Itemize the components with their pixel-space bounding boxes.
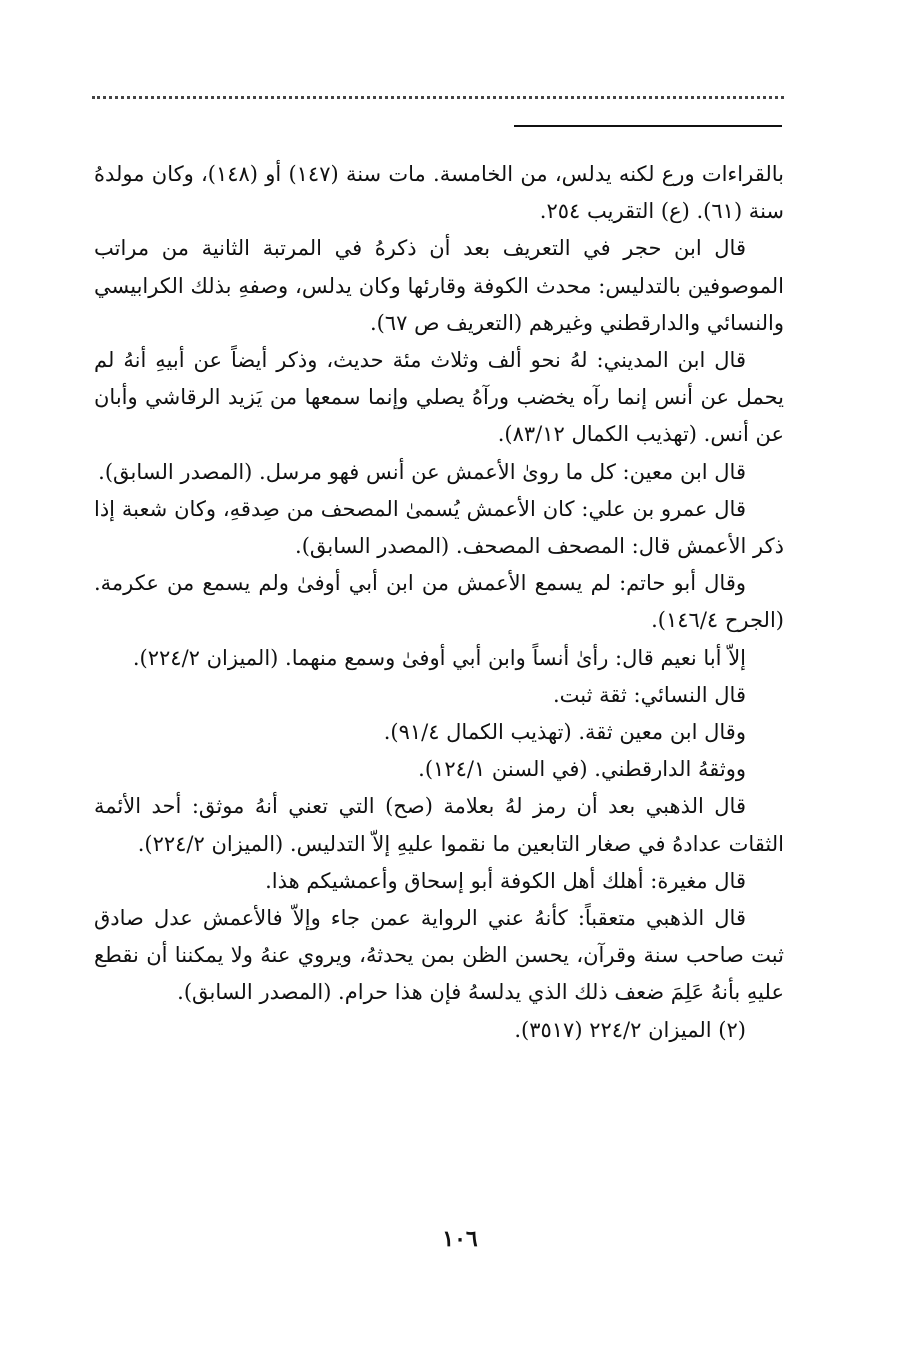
- paragraph-ibn-maeen-thiqa: وقال ابن معين ثقة. (تهذيب الكمال ٩١/٤).: [383, 720, 746, 745]
- paragraph-continuation: بالقراءات ورع لكنه يدلس، من الخامسة. مات سنة (١٤٧) أو (١٤٨)، وكان مولدهُ سنة (٦١). (ع) التقريب ٢٥٤.: [94, 162, 784, 224]
- footnote-2: (٢) الميزان ٢٢٤/٢ (٣٥١٧).: [514, 1017, 746, 1042]
- paragraph-ibn-maeen: قال ابن معين: كل ما روىٰ الأعمش عن أنس فهو مرسل. (المصدر السابق).: [98, 459, 746, 484]
- paragraph-abu-hatim: وقال أبو حاتم: لم يسمع الأعمش من ابن أبي أوفىٰ ولم يسمع من عكرمة. (الجرح ١٤٦/٤).: [94, 571, 784, 633]
- footnote-rule: [514, 125, 782, 127]
- paragraph-ibn-hajar: قال ابن حجر في التعريف بعد أن ذكرهُ في المرتبة الثانية من مراتب الموصوفين بالتدليس: محدث الكوفة وقارئها وكان يدلس، وصفهِ بذلك الكرابيسي والنسائي والدارقطني وغيرهم (التعريف ص ٦٧).: [94, 236, 784, 335]
- page-body: [94, 156, 784, 1049]
- paragraph-abu-nuaim: إلاّ أبا نعيم قال: رأىٰ أنساً وابن أبي أوفىٰ وسمع منهما. (الميزان ٢٢٤/٢).: [132, 645, 746, 670]
- paragraph-mughira: قال مغيرة: أهلك أهل الكوفة أبو إسحاق وأعمشيكم هذا.: [265, 868, 746, 893]
- paragraph-dhahabi-commentary: قال الذهبي متعقباً: كأنهُ عني الرواية عمن جاء وإلاّ فالأعمش عدل صادق ثبت صاحب سنة وقرآن، يحسن الظن بمن يحدثهُ، ويروي عنهُ ولا يمكننا أن نقطع عليهِ بأنهُ عَلِمَ ضعف ذلك الذي يدلسهُ فإن هذا حرام. (المصدر السابق).: [94, 906, 784, 1005]
- paragraph-dhahabi: قال الذهبي بعد أن رمز لهُ بعلامة (صح) التي تعني أنهُ موثق: أحد الأئمة الثقات عدادهُ في صغار التابعين ما نقموا عليهِ إلاّ التدليس. (الميزان ٢٢٤/٢).: [94, 794, 784, 856]
- dotted-separator: [92, 96, 784, 99]
- page-number: ١٠٦: [442, 1226, 478, 1252]
- paragraph-daraqutni: ووثقهُ الدارقطني. (في السنن ١٢٤/١).: [418, 757, 746, 782]
- paragraph-amr-ibn-ali: قال عمرو بن علي: كان الأعمش يُسمىٰ المصحف من صِدقهِ، وكان شعبة إذا ذكر الأعمش قال: المصحف المصحف. (المصدر السابق).: [94, 496, 784, 559]
- paragraph-nasai: قال النسائي: ثقة ثبت.: [552, 682, 746, 707]
- paragraph-ibn-al-madini: قال ابن المديني: لهُ نحو ألف وثلاث مئة حديث، وذكر أيضاً عن أبيهِ أنهُ لم يحمل عن أنس إنما رآه يخضب ورآهُ يصلي وإنما سمعها من يَزيد الرقاشي وأبان عن أنس. (تهذيب الكمال ٨٣/١٢).: [94, 348, 784, 447]
